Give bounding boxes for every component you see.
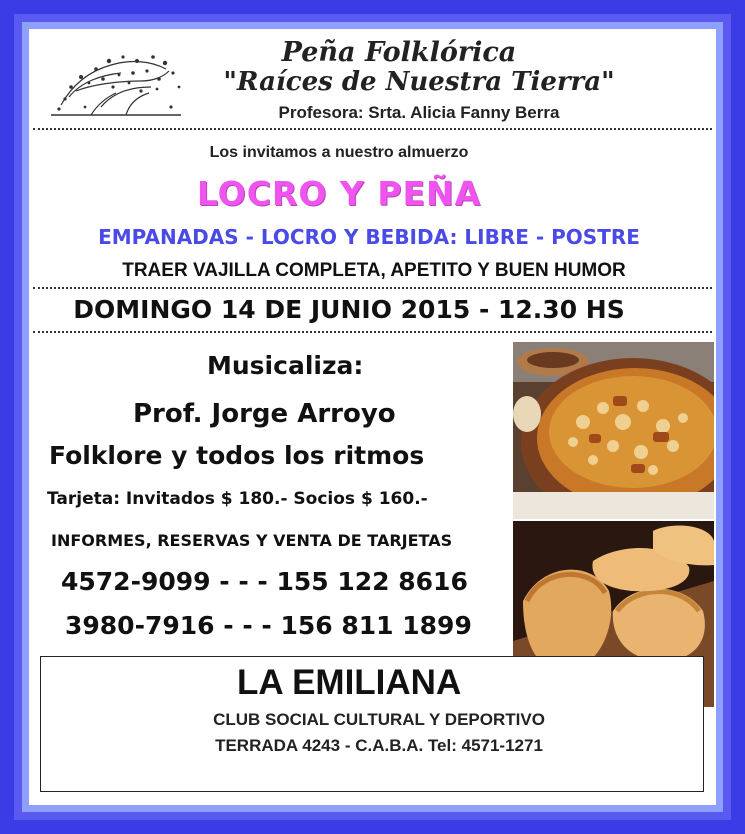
phones-line2: 3980-7916 - - - 156 811 1899 [65,611,472,640]
menu-line: EMPANADAS - LOCRO Y BEBIDA: LIBRE - POSTRE [98,225,640,249]
locro-stew-photo [513,342,714,519]
ticket-prices: Tarjeta: Invitados $ 180.- Socios $ 160.- [47,489,428,509]
dotted-divider [33,128,712,130]
venue-type: CLUB SOCIAL CULTURAL Y DEPORTIVO [213,710,545,729]
phones-line1: 4572-9099 - - - 155 122 8616 [61,567,468,596]
teacher: Profesora: Srta. Alicia Fanny Berra [278,103,560,122]
event-date: DOMINGO 14 DE JUNIO 2015 - 12.30 HS [73,295,625,324]
title-line1: Peña Folklórica [281,37,517,68]
dotted-divider [33,287,712,289]
title-line2: "Raíces de Nuestra Tierra" [223,67,615,97]
venue-address: TERRADA 4243 - C.A.B.A. Tel: 4571-1271 [215,736,543,755]
music-genre: Folklore y todos los ritmos [49,441,425,470]
event-name: LOCRO Y PEÑA [196,174,482,213]
tree-logo [41,47,191,121]
contact-heading: INFORMES, RESERVAS Y VENTA DE TARJETAS [51,531,453,550]
bring-line: TRAER VAJILLA COMPLETA, APETITO Y BUEN HUMOR [122,260,626,281]
music-heading: Musicaliza: [207,351,364,380]
music-performer: Prof. Jorge Arroyo [133,399,396,429]
venue-name: LA EMILIANA [237,663,462,702]
dotted-divider [33,331,712,333]
invitation-intro: Los invitamos a nuestro almuerzo [209,144,469,161]
flyer [29,29,716,805]
